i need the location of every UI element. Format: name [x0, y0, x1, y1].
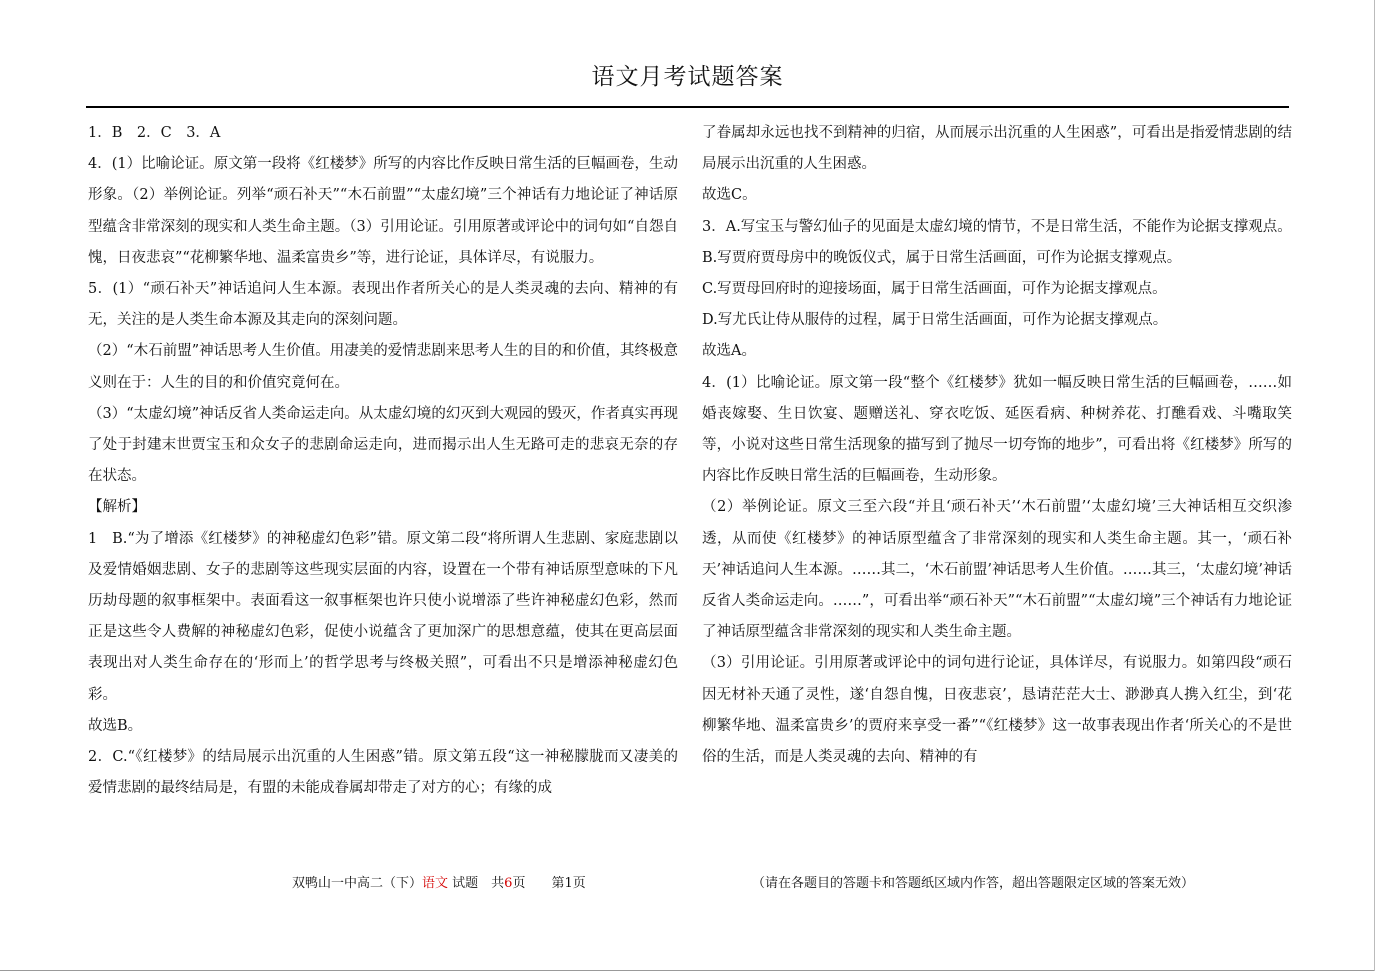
answer-paragraph: 故选C。: [702, 187, 757, 204]
footer-page-suffix: 页: [572, 876, 586, 891]
answer-paragraph: B.写贾府贾母房中的晚饭仪式，属于日常生活画面，可作为论据支撑观点。: [702, 249, 1182, 266]
answer-paragraph: （3）“太虚幻境”神话反省人类命运走向。从太虚幻境的幻灭到大观园的毁灭，作者真实再现了处于封建末世贾宝玉和众女子的悲剧命运走向，进而揭示出人生无路可走的悲哀无奈的存在状态。: [88, 405, 678, 485]
title-divider: [86, 106, 1289, 108]
footer-page-number: 1: [564, 876, 573, 891]
answer-paragraph: 3．A.写宝玉与警幻仙子的见面是太虚幻境的情节，不是日常生活，不能作为论据支撑观点。: [702, 218, 1292, 235]
page-footer: [292, 872, 586, 891]
answer-paragraph: 4．(1）比喻论证。原文第一段“整个《红楼梦》犹如一幅反映日常生活的巨幅画卷，……如婚丧嫁娶、生日饮宴、题赠送礼、穿衣吃饭、延医看病、种树养花、打醮看戏、斗嘴取笑等，小说对这些日常生活现象的描写到了抛尽一切夸饰的地步”，可看出将《红楼梦》所写的内容比作反映日常生活的巨幅画卷，生动形象。: [702, 374, 1292, 485]
answer-paragraph: 1 B.“为了增添《红楼梦》的神秘虚幻色彩”错。原文第二段“将所谓人生悲剧、家庭悲剧以及爱情婚姻悲剧、女子的悲剧等这些现实层面的内容，设置在一个带有神话原型意味的下凡历劫母题的叙事框架中。表面看这一叙事框架也许只使小说增添了些许神秘虚幻色彩，然而正是这些令人费解的神秘虚幻色彩，促使小说蕴含了更加深广的思想意蕴，使其在更高层面表现出对人类生命存在的‘形而上’的哲学思考与终极关照”，可看出不只是增添神秘虚幻色彩。: [88, 530, 678, 703]
answer-paragraph: （2）举例论证。原文三至六段“并且‘顽石补天’‘木石前盟’‘太虚幻境’三大神话相互交织渗透，从而使《红楼梦》的神话原型蕴含了非常深刻的现实和人类生命主题。其一，‘顽石补天’神话追问人生本源。……其二，‘木石前盟’神话思考人生价值。……其三，‘太虚幻境’神话反省人类命运走向。……”，可看出举“顽石补天”“木石前盟”“太虚幻境”三个神话有力地论证了神话原型蕴含非常深刻的现实和人类生命主题。: [702, 499, 1292, 641]
footer-subject: 语文: [422, 876, 449, 891]
footer-pages-suffix: 页 第: [512, 876, 565, 891]
answer-paragraph: 故选A。: [702, 343, 756, 360]
page-title: 语文月考试题答案: [591, 64, 784, 90]
answer-paragraph: 了眷属却永远也找不到精神的归宿，从而展示出沉重的人生困惑”，可看出是指爱情悲剧的结局展示出沉重的人生困惑。: [702, 125, 1292, 173]
answer-paragraph: 2．C.“《红楼梦》的结局展示出沉重的人生困惑”错。原文第五段“这一神秘朦胧而又凄美的爱情悲剧的最终结局是，有盟的未能成眷属却带走了对方的心；有缘的成: [88, 749, 678, 797]
answer-paragraph: C.写贾母回府时的迎接场面，属于日常生活画面，可作为论据支撑观点。: [702, 281, 1167, 298]
answer-paragraph: D.写尤氏让侍从服侍的过程，属于日常生活画面，可作为论据支撑观点。: [702, 312, 1168, 329]
left-column: [88, 118, 678, 804]
footer-notice: （请在各题目的答题卡和答题纸区域内作答，超出答题限定区域的答案无效）: [752, 876, 1195, 891]
right-column: [702, 118, 1292, 773]
footer-total-pages: 6: [504, 876, 513, 891]
answer-paragraph: （2）“木石前盟”神话思考人生价值。用凄美的爱情悲剧来思考人生的目的和价值，其终极意义则在于：人生的目的和价值究竟何在。: [88, 343, 678, 391]
answer-paragraph: 故选B。: [88, 717, 143, 734]
answer-paragraph: （3）引用论证。引用原著或评论中的词句进行论证，具体详尽，有说服力。如第四段“顽石因无材补天通了灵性，遂‘自怨自愧，日夜悲哀’，恳请茫茫大士、渺渺真人携入红尘，到‘花柳繁华地、温柔富贵乡’的贾府来享受一番”“《红楼梦》这一故事表现出作者‘所关心的不是世俗的生活，而是人类灵魂的去向、精神的有: [702, 655, 1292, 766]
answer-paragraph: 1．B 2．C 3．A: [88, 125, 221, 141]
footer-exam: 试题 共: [448, 876, 505, 891]
answer-paragraph: 5．(1）“顽石补天”神话追问人生本源。表现出作者所关心的是人类灵魂的去向、精神的有无，关注的是人类生命本源及其走向的深刻问题。: [88, 281, 678, 329]
footer-school: 双鸭山一中高二（下）: [292, 876, 423, 891]
answer-paragraph: 4．(1）比喻论证。原文第一段将《红楼梦》所写的内容比作反映日常生活的巨幅画卷，生动形象。（2）举例论证。列举“顽石补天”“木石前盟”“太虚幻境”三个神话有力地论证了神话原型蕴含非常深刻的现实和人类生命主题。（3）引用论证。引用原著或评论中的词句如“自怨自愧，日夜悲哀”“花柳繁华地、温柔富贵乡”等，进行论证，具体详尽，有说服力。: [88, 156, 678, 266]
analysis-heading: 【解析】: [88, 499, 146, 516]
